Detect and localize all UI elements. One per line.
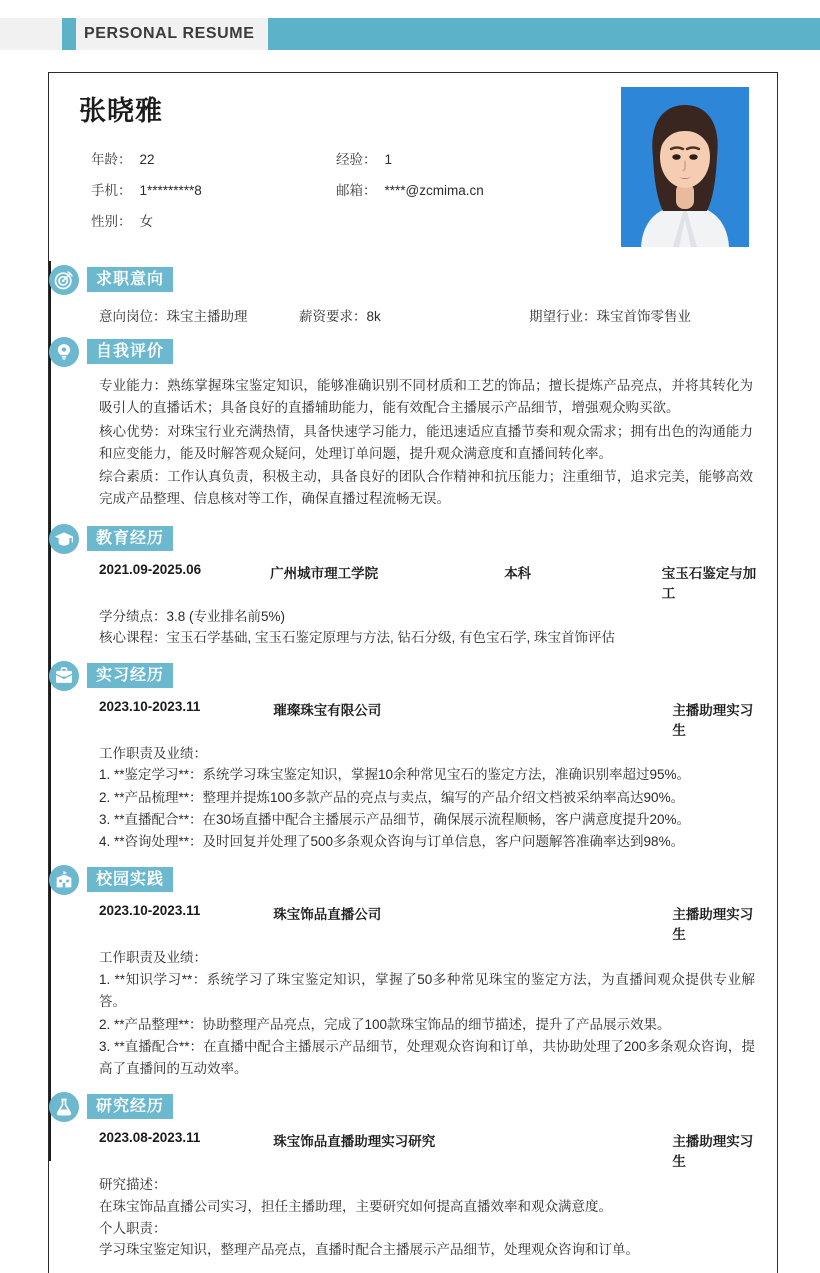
field-experience-label: 经验： <box>336 152 377 167</box>
internship-role: 主播助理实习生 <box>672 702 754 738</box>
section-research <box>49 1092 777 1270</box>
intended-position <box>99 305 299 325</box>
section-header <box>87 661 759 693</box>
portrait-photo-icon <box>621 87 749 247</box>
education-gpa: 学分绩点：3.8 (专业排名前5%) <box>99 608 286 624</box>
research-topic: 珠宝饰品直播助理实习研究 <box>273 1134 436 1150</box>
education-entry-header <box>99 562 759 602</box>
section-body <box>87 699 759 864</box>
lightbulb-icon <box>49 337 79 367</box>
expected-industry <box>529 305 691 325</box>
section-header <box>87 1092 759 1124</box>
self-evaluation-paragraph: 专业能力：熟练掌握珠宝鉴定知识，能够准确识别不同材质和工艺的饰品；擅长提炼产品亮点，并将其转化为吸引人的直播话术；具备良好的直播辅助能力，能有效配合主播展示产品细节，增强观众购买欲。 <box>99 378 753 416</box>
section-title-self-evaluation: 自我评价 <box>87 339 173 364</box>
internship-bullet: 3. **直播配合**：在30场直播中配合主播展示产品细节，确保展示流程顺畅，客户满意度提升20%。 <box>99 811 691 827</box>
section-title-job-intention: 求职意向 <box>87 267 173 292</box>
internship-subtitle: 工作职责及业绩： <box>99 745 207 761</box>
self-evaluation-paragraph: 核心优势：对珠宝行业充满热情，具备快速学习能力，能迅速适应直播节奏和观众需求；拥有出色的沟通能力和应变能力，能及时解答观众疑问，处理订单问题，提升观众满意度和直播间转化率。 <box>99 423 753 461</box>
internship-entry-header <box>99 699 759 739</box>
expected-industry-label: 期望行业： <box>529 309 597 324</box>
section-body <box>87 903 759 1090</box>
section-header <box>87 865 759 897</box>
campus-bullet: 1. **知识学习**：系统学习了珠宝鉴定知识，掌握了50多种常见珠宝的鉴定方法，为直播间观众提供专业解答。 <box>99 972 755 1010</box>
education-date: 2021.09-2025.06 <box>99 561 202 577</box>
section-body <box>87 562 759 659</box>
section-self-evaluation <box>49 337 777 522</box>
research-duties-text: 学习珠宝鉴定知识，整理产品亮点，直播时配合主播展示产品细节，处理观众咨询和订单。 <box>99 1242 639 1258</box>
campus-bullet: 2. **产品整理**：协助整理产品亮点，完成了100款珠宝饰品的细节描述，提升了产品展示效果。 <box>99 1016 671 1032</box>
field-phone <box>91 179 336 199</box>
field-email-label: 邮箱： <box>336 183 377 198</box>
campus-date: 2023.10-2023.11 <box>99 903 201 919</box>
internship-company: 璀璨珠宝有限公司 <box>273 702 382 718</box>
resume-card <box>48 72 778 1273</box>
education-school: 广州城市理工学院 <box>270 565 379 581</box>
section-title-research: 研究经历 <box>87 1094 173 1119</box>
research-entry-header <box>99 1130 759 1170</box>
target-icon <box>49 265 79 295</box>
salary-expectation-value: 8k <box>366 309 381 324</box>
research-duties-label: 个人职责： <box>99 1220 167 1236</box>
section-job-intention <box>49 265 777 335</box>
section-campus-practice <box>49 865 777 1090</box>
research-role: 主播助理实习生 <box>672 1134 754 1170</box>
field-gender-value: 女 <box>139 214 153 229</box>
internship-bullet: 1. **鉴定学习**：系统学习珠宝鉴定知识，掌握10余种常见宝石的鉴定方法，准确识别率超过95%。 <box>99 767 691 783</box>
briefcase-icon <box>49 661 79 691</box>
section-header <box>87 337 759 369</box>
education-courses: 核心课程：宝玉石学基础, 宝玉石鉴定原理与方法, 钻石分级, 有色宝石学, 珠宝首饰评估 <box>99 630 616 646</box>
graduation-cap-icon <box>49 524 79 554</box>
field-gender-label: 性别： <box>91 214 132 229</box>
section-title-internship: 实习经历 <box>87 663 173 688</box>
intended-position-label: 意向岗位： <box>99 309 167 324</box>
contact-row <box>91 210 621 230</box>
contact-row <box>91 148 621 168</box>
avatar <box>621 87 749 247</box>
salary-expectation <box>299 305 529 325</box>
candidate-name: 张晓雅 <box>79 96 163 126</box>
section-body <box>87 303 759 335</box>
intended-position-value: 珠宝主播助理 <box>166 309 248 324</box>
section-title-campus-practice: 校园实践 <box>87 867 173 892</box>
section-body <box>87 1130 759 1270</box>
campus-bullet: 3. **直播配合**：在直播中配合主播展示产品细节，处理观众咨询和订单，共协助处理了200多条观众咨询，提高了直播间的互动效率。 <box>99 1038 755 1077</box>
flask-icon <box>49 1092 79 1122</box>
field-experience <box>336 148 616 168</box>
section-internship <box>49 661 777 864</box>
research-date: 2023.08-2023.11 <box>99 1130 201 1146</box>
field-age-label: 年龄： <box>91 152 132 167</box>
research-description-label: 研究描述： <box>99 1177 167 1193</box>
contact-info <box>91 148 621 230</box>
header-banner-accent-right <box>268 18 820 50</box>
job-intention-row <box>99 303 759 325</box>
section-body <box>87 375 759 522</box>
field-age <box>91 148 336 168</box>
salary-expectation-label: 薪资要求： <box>299 309 367 324</box>
school-building-icon <box>49 865 79 895</box>
field-email <box>336 179 616 199</box>
section-title-education: 教育经历 <box>87 526 173 551</box>
profile-header <box>49 73 777 265</box>
research-description-text: 在珠宝饰品直播公司实习，担任主播助理，主要研究如何提高直播效率和观众满意度。 <box>99 1198 612 1214</box>
section-header <box>87 524 759 556</box>
campus-subtitle: 工作职责及业绩： <box>99 950 207 966</box>
self-evaluation-paragraph: 综合素质：工作认真负责，积极主动，具备良好的团队合作精神和抗压能力；注重细节，追求完美，能够高效完成产品整理、信息核对等工作，确保直播过程流畅无误。 <box>99 469 753 507</box>
field-email-value: ****@zcmima.cn <box>384 183 484 198</box>
field-experience-value: 1 <box>384 152 393 167</box>
internship-bullet: 2. **产品梳理**：整理并提炼100多款产品的亮点与卖点，编写的产品介绍文档被采纳率高达90%。 <box>99 789 685 805</box>
internship-bullet: 4. **咨询处理**：及时回复并处理了500多条观众咨询与订单信息，客户问题解答准确率达到98%。 <box>99 834 685 850</box>
research-spacer <box>512 1130 673 1170</box>
contact-row <box>91 179 621 199</box>
field-gender <box>91 210 336 230</box>
header-banner-accent-left <box>62 18 76 50</box>
internship-date: 2023.10-2023.11 <box>99 698 201 714</box>
education-major: 宝玉石鉴定与加工 <box>661 565 757 601</box>
expected-industry-value: 珠宝首饰零售业 <box>596 309 691 324</box>
section-education <box>49 524 777 659</box>
section-header <box>87 265 759 297</box>
campus-company: 珠宝饰品直播公司 <box>273 907 382 923</box>
education-degree: 本科 <box>504 565 532 581</box>
internship-spacer <box>512 699 673 739</box>
campus-entry-header <box>99 903 759 943</box>
campus-role: 主播助理实习生 <box>672 907 754 943</box>
field-phone-label: 手机： <box>91 183 132 198</box>
campus-spacer <box>512 903 673 943</box>
field-age-value: 22 <box>139 152 155 167</box>
field-phone-value: 1*********8 <box>139 183 202 198</box>
page-title: PERSONAL RESUME <box>84 25 255 42</box>
